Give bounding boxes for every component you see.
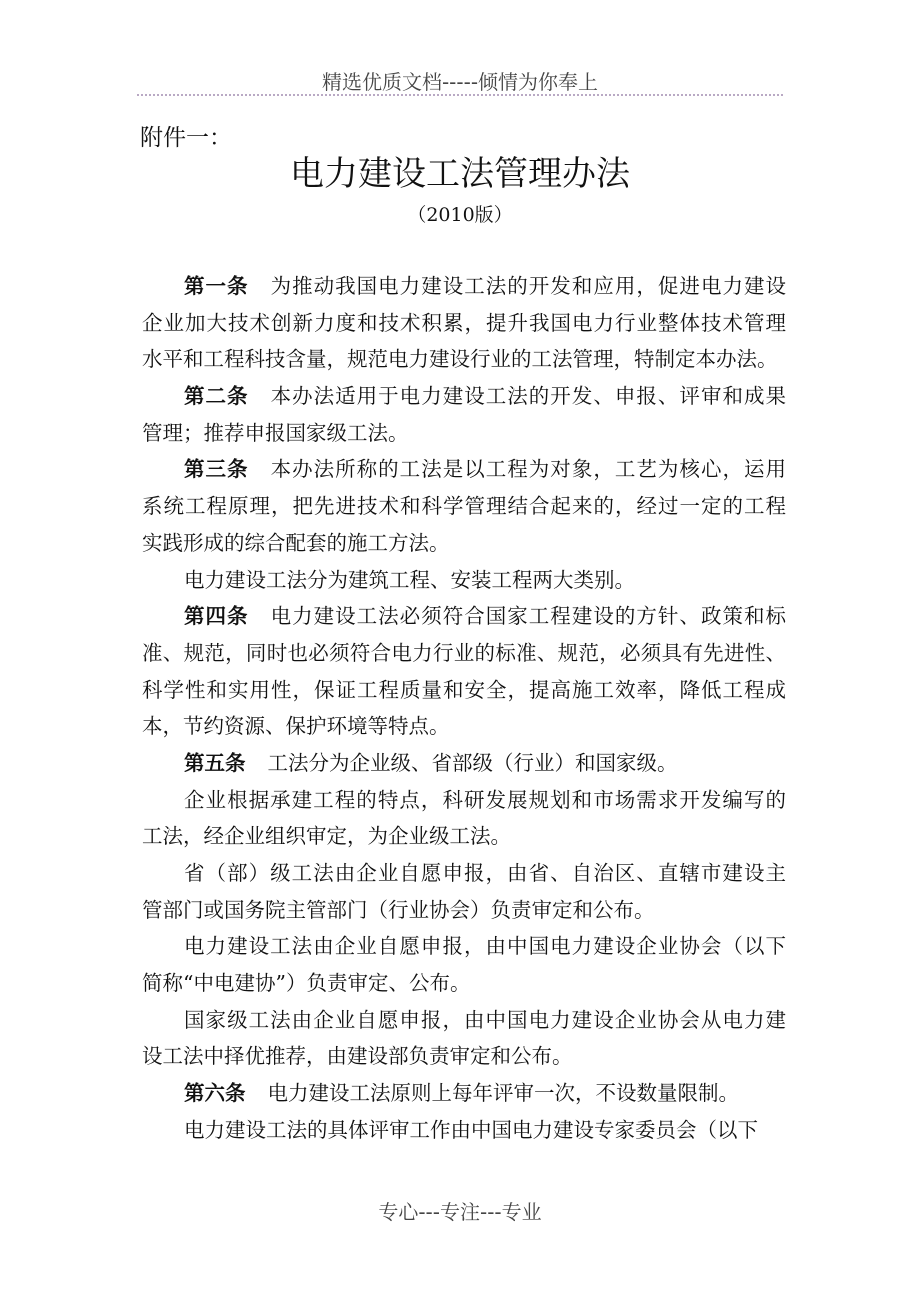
page-footer: 专心---专注---专业 xyxy=(378,1200,542,1224)
line-text: 电力建设工法原则上每年评审一次，不设数量限制。 xyxy=(267,1081,739,1106)
line-text: 准、规范，同时也必须符合电力行业的标准、规范，必须具有先进性、 xyxy=(142,640,786,665)
paragraph-line xyxy=(142,415,786,452)
document-subtitle: （2010版） xyxy=(407,204,513,226)
paragraph-line xyxy=(142,855,786,892)
paragraph-line xyxy=(142,1112,786,1149)
attachment-label: 附件一： xyxy=(140,125,232,151)
paragraph xyxy=(142,268,786,378)
paragraph-line xyxy=(142,672,786,709)
paragraph-line xyxy=(142,818,786,855)
document-title: 电力建设工法管理办法 xyxy=(290,154,630,194)
article-label: 第六条 xyxy=(184,1081,246,1106)
line-text: 设工法中择优推荐，由建设部负责审定和公布。 xyxy=(142,1044,573,1069)
line-text: 企业加大技术创新力度和技术积累，提升我国电力行业整体技术管理 xyxy=(142,310,786,335)
paragraph xyxy=(142,378,786,451)
page-header: 精选优质文档-----倾情为你奉上 xyxy=(321,70,599,94)
header-divider xyxy=(137,94,783,96)
article-label: 第四条 xyxy=(184,604,249,629)
line-text: 企业根据承建工程的特点，科研发展规划和市场需求开发编写的 xyxy=(184,787,786,812)
line-text: 简称“中电建协”）负责审定、公布。 xyxy=(142,971,471,996)
paragraph-line xyxy=(142,782,786,819)
line-text: 为推动我国电力建设工法的开发和应用，促进电力建设 xyxy=(270,274,786,298)
paragraph xyxy=(142,855,786,928)
paragraph xyxy=(142,1112,786,1149)
line-text: 电力建设工法分为建筑工程、安装工程两大类别。 xyxy=(184,567,635,592)
paragraph-line xyxy=(142,928,786,965)
line-text: 电力建设工法必须符合国家工程建设的方针、政策和标 xyxy=(270,604,786,629)
line-text: 国家级工法由企业自愿申报，由中国电力建设企业协会从电力建 xyxy=(184,1007,786,1032)
paragraph xyxy=(142,451,786,561)
line-text: 管理；推荐申报国家级工法。 xyxy=(142,420,409,445)
paragraph xyxy=(142,928,786,1001)
paragraph-line xyxy=(142,598,786,635)
paragraph-line xyxy=(142,1038,786,1075)
article-label: 第五条 xyxy=(184,750,246,775)
paragraph-line xyxy=(142,341,786,378)
paragraph-line xyxy=(142,892,786,929)
paragraph xyxy=(142,1075,786,1112)
paragraph-line xyxy=(142,268,786,305)
line-text: 管部门或国务院主管部门（行业协会）负责审定和公布。 xyxy=(142,897,655,922)
article-label: 第一条 xyxy=(184,274,249,298)
paragraph xyxy=(142,598,786,745)
paragraph-line xyxy=(142,708,786,745)
line-text: 电力建设工法由企业自愿申报，由中国电力建设企业协会（以下 xyxy=(184,934,786,959)
paragraph-line xyxy=(142,378,786,415)
document-body xyxy=(142,268,786,1149)
paragraph xyxy=(142,562,786,599)
article-label: 第二条 xyxy=(184,384,249,409)
paragraph-line xyxy=(142,745,786,782)
line-text: 实践形成的综合配套的施工方法。 xyxy=(142,530,450,555)
paragraph xyxy=(142,1002,786,1075)
article-label: 第三条 xyxy=(184,457,249,482)
line-text: 水平和工程科技含量，规范电力建设行业的工法管理，特制定本办法。 xyxy=(142,347,778,372)
paragraph-line xyxy=(142,965,786,1002)
line-text: 电力建设工法的具体评审工作由中国电力建设专家委员会（以下 xyxy=(184,1117,758,1142)
paragraph-line xyxy=(142,305,786,342)
paragraph-line xyxy=(142,525,786,562)
line-text: 本办法适用于电力建设工法的开发、申报、评审和成果 xyxy=(270,384,786,409)
line-text: 系统工程原理，把先进技术和科学管理结合起来的，经过一定的工程 xyxy=(142,494,786,519)
line-text: 本，节约资源、保护环境等特点。 xyxy=(142,714,450,739)
line-text: 工法分为企业级、省部级（行业）和国家级。 xyxy=(267,750,678,775)
paragraph-line xyxy=(142,451,786,488)
line-text: 科学性和实用性，保证工程质量和安全，提高施工效率，降低工程成 xyxy=(142,677,786,702)
line-text: 本办法所称的工法是以工程为对象，工艺为核心，运用 xyxy=(270,457,786,482)
line-text: 工法，经企业组织审定，为企业级工法。 xyxy=(142,824,511,849)
paragraph xyxy=(142,745,786,782)
paragraph-line xyxy=(142,488,786,525)
paragraph-line xyxy=(142,562,786,599)
line-text: 省（部）级工法由企业自愿申报，由省、自治区、直辖市建设主 xyxy=(184,861,786,885)
paragraph xyxy=(142,782,786,855)
paragraph-line xyxy=(142,1002,786,1039)
paragraph-line xyxy=(142,635,786,672)
paragraph-line xyxy=(142,1075,786,1112)
